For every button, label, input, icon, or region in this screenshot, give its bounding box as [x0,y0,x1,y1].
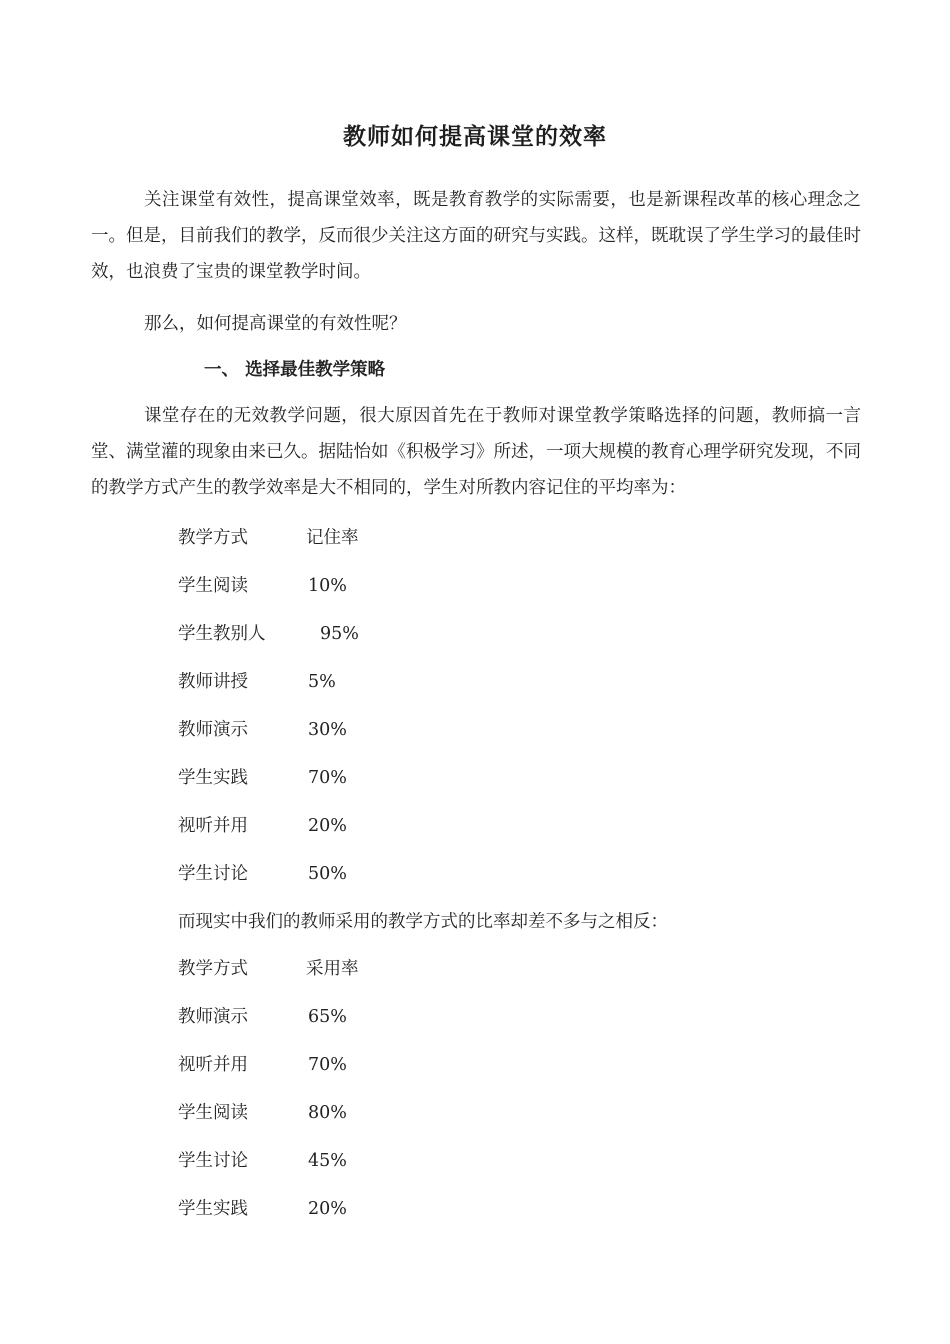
rate-cell: 10% [308,576,347,596]
rate-cell: 20% [308,816,347,836]
rate-cell: 70% [308,768,347,788]
method-cell: 学生阅读 [178,1103,248,1123]
header-method-label: 教学方式 [178,959,248,979]
rate-cell: 45% [308,1151,347,1171]
rate-cell: 50% [308,864,347,884]
method-cell: 视听并用 [178,816,248,836]
rate-cell: 80% [308,1103,347,1123]
section-paragraph: 课堂存在的无效教学问题，很大原因首先在于教师对课堂教学策略选择的问题，教师搞一言堂、满堂灌的现象由来已久。据陆怡如《积极学习》所述，一项大规模的教育心理学研究发现，不同的教学方式产生的教学效率是大不相同的，学生对所教内容记住的平均率为： [91,406,861,498]
method-cell: 学生实践 [178,768,248,788]
method-cell: 视听并用 [178,1055,248,1075]
method-cell: 学生讨论 [178,864,248,884]
rate-cell: 95% [320,624,359,644]
method-cell: 学生阅读 [178,576,248,596]
contrast-note: 而现实中我们的教师采用的教学方式的比率却差不多与之相反： [178,912,668,932]
rate-cell: 5% [308,672,336,692]
section-heading: 一、 选择最佳教学策略 [204,360,386,380]
method-cell: 教师讲授 [178,672,248,692]
method-cell: 学生教别人 [178,624,266,644]
method-cell: 学生实践 [178,1199,248,1219]
rate-cell: 65% [308,1007,347,1027]
method-cell: 学生讨论 [178,1151,248,1171]
intro-paragraph: 关注课堂有效性，提高课堂效率，既是教育教学的实际需要，也是新课程改革的核心理念之一。但是，目前我们的教学，反而很少关注这方面的研究与实践。这样，既耽误了学生学习的最佳时效，也浪费了宝贵的课堂教学时间。 [91,190,861,282]
header-method-label: 教学方式 [178,528,248,548]
header-rate-label: 记住率 [306,528,359,548]
rate-cell: 30% [308,720,347,740]
method-cell: 教师演示 [178,1007,248,1027]
question-paragraph: 那么，如何提高课堂的有效性呢？ [144,314,407,334]
header-rate-label: 采用率 [306,959,359,979]
method-cell: 教师演示 [178,720,248,740]
rate-cell: 20% [308,1199,347,1219]
page-title: 教师如何提高课堂的效率 [343,123,607,150]
rate-cell: 70% [308,1055,347,1075]
